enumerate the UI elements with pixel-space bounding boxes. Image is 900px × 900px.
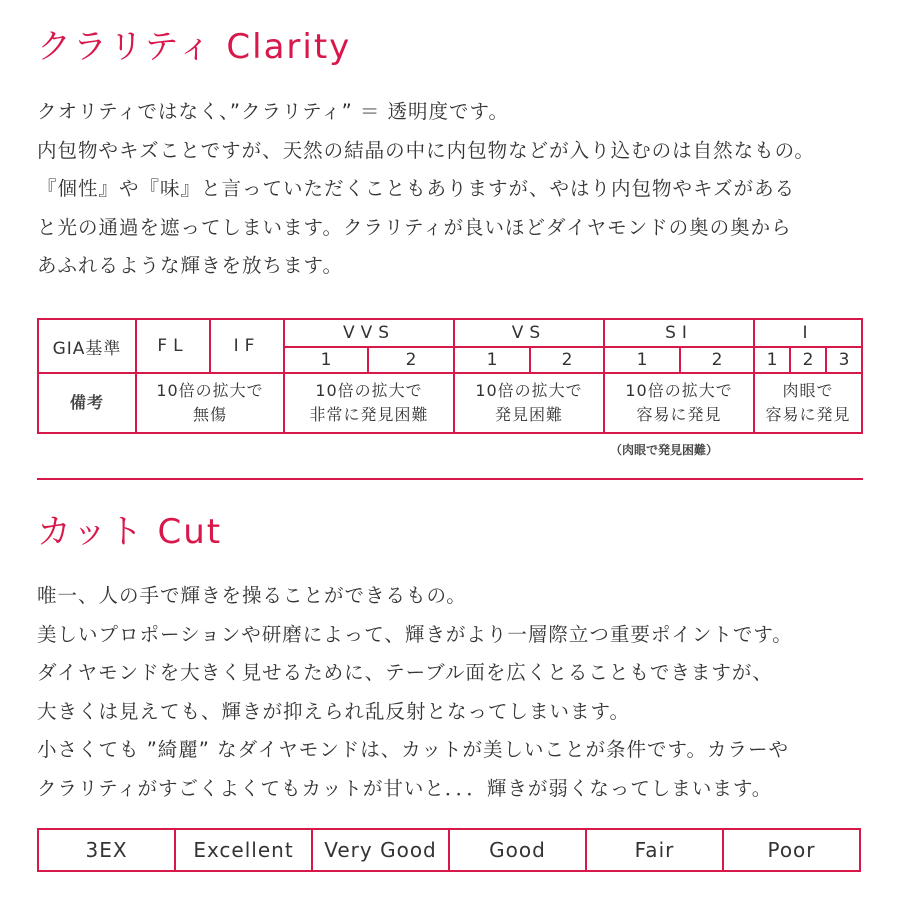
note-line: 発見困難 (495, 405, 564, 424)
section-divider (37, 478, 863, 480)
note-line: 肉眼で (782, 381, 834, 400)
cut-grade-fair: Fair (586, 829, 723, 871)
grade-fl: FL (136, 319, 210, 373)
note-line: 10倍の拡大で (475, 381, 583, 400)
note-line: 10倍の拡大で (156, 381, 264, 400)
clarity-line: 内包物やキズことですが、天然の結晶の中に内包物などが入り込むのは自然なもの。 (37, 138, 815, 162)
cut-line: 大きくは見えても、輝きが抑えられ乱反射となってしまいます。 (37, 699, 630, 723)
si-footnote: （肉眼で発見困難） (610, 443, 719, 457)
grade-if: IF (210, 319, 284, 373)
note-vvs (284, 373, 454, 433)
grade-vs: VS (454, 319, 604, 347)
clarity-grade-table (37, 318, 863, 434)
clarity-line: クオリティではなく、”クラリティ” ＝ 透明度です。 (37, 100, 510, 123)
cut-line: 小さくても ”綺麗” なダイヤモンドは、カットが美しいことが条件です。カラーや (37, 738, 789, 761)
note-line: 非常に発見困難 (309, 405, 429, 424)
si-sub-1: 1 (604, 347, 680, 373)
cut-grade-3ex: 3EX (38, 829, 175, 871)
note-vs (454, 373, 604, 433)
note-line: 容易に発見 (765, 405, 851, 424)
vs-sub-2: 2 (530, 347, 604, 373)
grade-i: I (754, 319, 862, 347)
note-line: 10倍の拡大で (625, 381, 733, 400)
cut-grade-poor: Poor (723, 829, 860, 871)
cut-grade-very-good: Very Good (312, 829, 449, 871)
clarity-line: あふれるような輝きを放ちます。 (37, 254, 343, 277)
gia-standard-label: GIA基準 (38, 319, 136, 373)
i-sub-2: 2 (790, 347, 826, 373)
cut-grade-excellent: Excellent (175, 829, 312, 871)
cut-grade-row (38, 829, 860, 871)
cut-description (37, 577, 897, 808)
cut-grade-table (37, 828, 861, 872)
cut-line: 唯一、人の手で輝きを操ることができるもの。 (37, 584, 467, 607)
vs-sub-1: 1 (454, 347, 530, 373)
note-line: 容易に発見 (636, 405, 722, 424)
cut-grade-good: Good (449, 829, 586, 871)
notes-label: 備考 (38, 373, 136, 433)
clarity-line: 『個性』や『味』と言っていただくこともありますが、やはり内包物やキズがある (37, 177, 796, 200)
vvs-sub-2: 2 (368, 347, 454, 373)
grade-header-row (38, 319, 862, 347)
cut-line: 美しいプロポーションや研磨によって、輝きがより一層際立つ重要ポイントです。 (37, 622, 793, 646)
cut-title: カット Cut (37, 512, 223, 552)
vvs-sub-1: 1 (284, 347, 368, 373)
note-line: 無傷 (192, 405, 227, 424)
cut-line: ダイヤモンドを大きく見せるために、テーブル面を広くとることもできますが、 (37, 661, 773, 684)
grade-vvs: VVS (284, 319, 454, 347)
note-i (754, 373, 862, 433)
i-sub-1: 1 (754, 347, 790, 373)
note-line: 10倍の拡大で (315, 381, 423, 400)
i-sub-3: 3 (826, 347, 862, 373)
grade-si: SI (604, 319, 754, 347)
note-fl-if (136, 373, 284, 433)
si-sub-2: 2 (680, 347, 754, 373)
clarity-line: と光の通過を遮ってしまいます。クラリティが良いほどダイヤモンドの奥の奥から (37, 215, 792, 239)
clarity-description (37, 93, 897, 286)
cut-line: クラリティがすごくよくてもカットが甘いと．．．輝きが弱くなってしまいます。 (37, 776, 773, 800)
clarity-title: クラリティ Clarity (37, 27, 352, 67)
note-si (604, 373, 754, 433)
notes-row (38, 373, 862, 433)
